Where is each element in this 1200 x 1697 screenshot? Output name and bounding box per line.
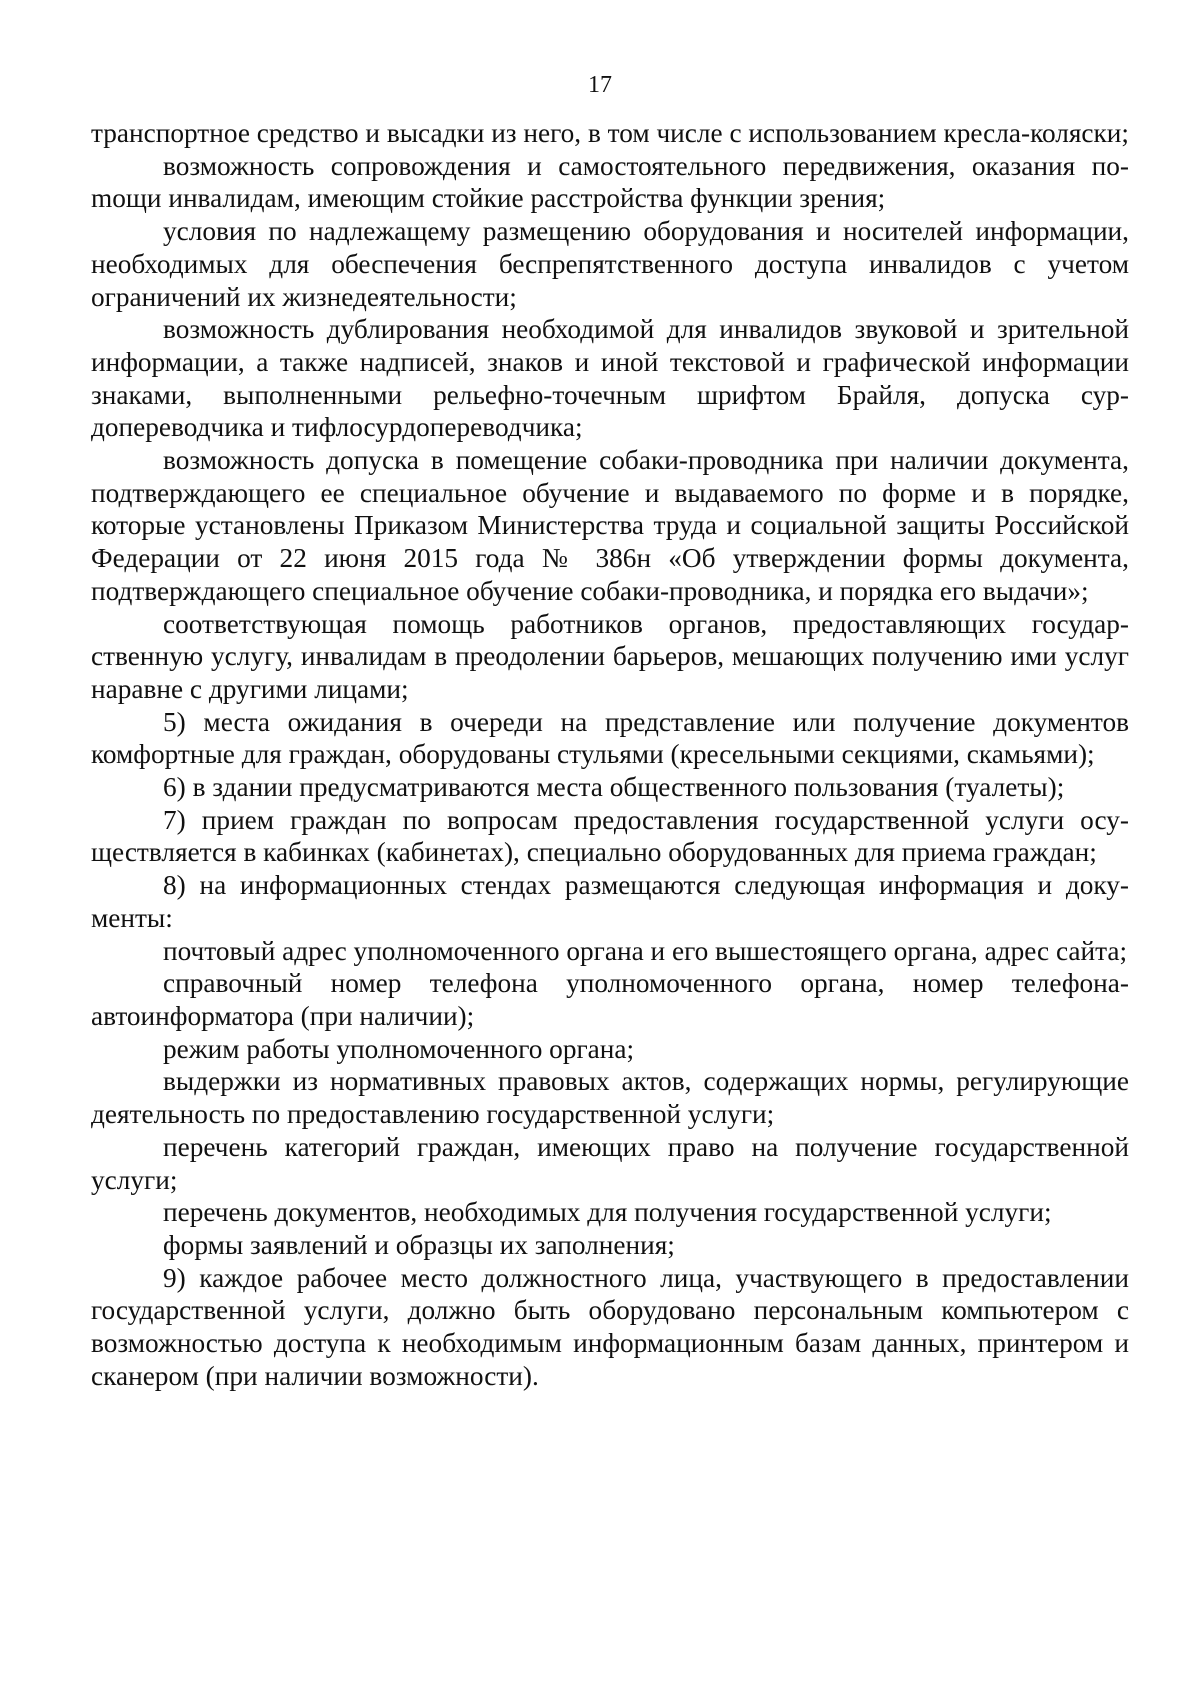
paragraph: 9) каждое рабочее место должностного лица, участвующего в предоставлении государственной услуги, должно быть оборудовано персональным компьютером с возможностью доступа к необходимым информационным базам данных, принтером и сканером (при наличии возможности). — [91, 1262, 1129, 1391]
paragraph: перечень документов, необходимых для получения государственной услуги; — [163, 1197, 1052, 1228]
paragraph: формы заявлений и образцы их заполнения; — [163, 1229, 675, 1260]
paragraph: перечень категорий граждан, имеющих право на получение государственной услуги; — [91, 1131, 1129, 1195]
paragraph: возможность сопровождения и самостоятельного передвижения, оказания поmощи инвалидам, имеющим стойкие расстройства функции зрения; — [91, 150, 1129, 214]
paragraph: 6) в здании предусматриваются места общественного пользования (туалеты); — [163, 772, 1065, 803]
paragraph: 5) места ожидания в очереди на представление или получение документов комфортные для граждан, оборудованы стульями (кресельными секциями, скамьями); — [91, 706, 1129, 770]
document-body — [91, 117, 1129, 1392]
paragraph: 8) на информационных стендах размещаются следующая информация и документы: — [91, 870, 1129, 933]
paragraph: возможность допуска в помещение собаки-проводника при наличии документа, подтверждающего ее специальное обучение и выдаваемого по форме и в порядке, которые установлены Приказом Министерства труда и социальной защиты Российской Федерации от 22 июня 2015 года № 386н «Об утверждении формы документа, подтверждающего специальное обучение собаки-проводника, и порядка его выдачи»; — [91, 445, 1129, 606]
page-number: 17 — [588, 72, 612, 98]
paragraph: транспортное средство и высадки из него, в том числе с использованием кресла-коляски; — [91, 118, 1130, 148]
paragraph: 7) прием граждан по вопросам предоставления государственной услуги осуществляется в кабинках (кабинетах), специально оборудованных для приема граждан; — [91, 804, 1129, 868]
paragraph: соответствующая помощь работников органов, предоставляющих государственную услугу, инвалидам в преодолении барьеров, мешающих получению ими услуг наравне с другими лицами; — [91, 608, 1129, 704]
paragraph: условия по надлежащему размещению оборудования и носителей информации, необходимых для обеспечения беспрепятственного доступа инвалидов с учетом ограничений их жизнедеятельности; — [91, 216, 1129, 312]
paragraph: почтовый адрес уполномоченного органа и его вышестоящего органа, адрес сайта; — [163, 935, 1128, 966]
paragraph: возможность дублирования необходимой для инвалидов звуковой и зрительной информации, а также надписей, знаков и иной текстовой и графической информации знаками, выполненными рельефно-точечным шрифтом Брайля, допуска сурдопереводчика и тифлосурдопереводчика; — [91, 314, 1129, 443]
paragraph: режим работы уполномоченного органа; — [163, 1033, 635, 1064]
paragraph: выдержки из нормативных правовых актов, содержащих нормы, регулирующие деятельность по предоставлению государственной услуги; — [91, 1066, 1129, 1130]
paragraph: справочный номер телефона уполномоченного органа, номер телефона-автоинформатора (при наличии); — [91, 968, 1129, 1031]
